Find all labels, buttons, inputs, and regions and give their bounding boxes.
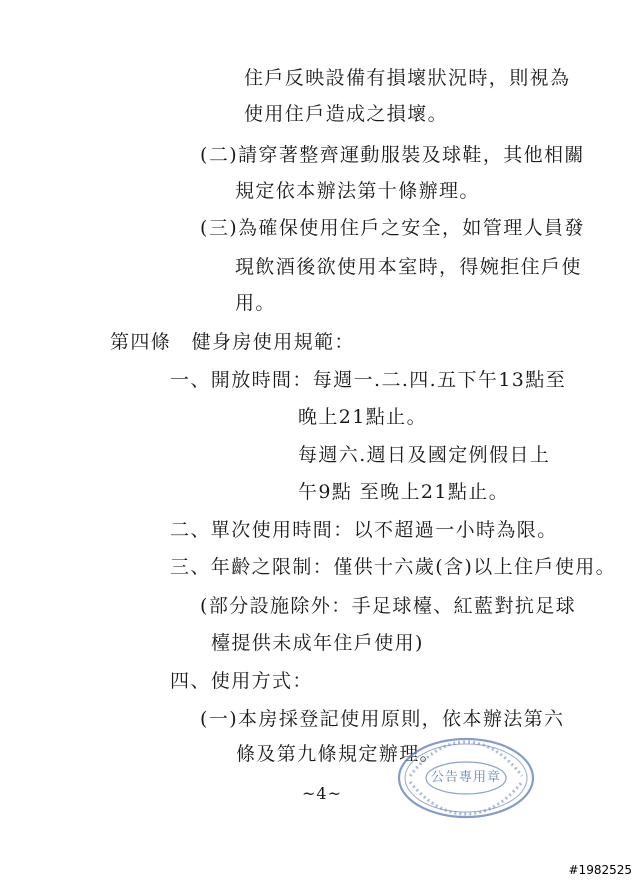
text-line-1: 住戶反映設備有損壞狀況時，則視為	[244, 67, 571, 89]
text-line-7: 用。	[235, 292, 276, 314]
text-line-12: 午9點 至晚上21點止。	[298, 481, 510, 503]
text-line-18: (一)本房採登記使用原則，依本辦法第六	[200, 708, 565, 730]
text-line-9: 一、開放時間：每週一.二.四.五下午13點至	[170, 369, 567, 391]
text-line-4: 規定依本辦法第十條辦理。	[235, 180, 480, 202]
text-line-16: 檯提供未成年住戶使用)	[211, 632, 424, 654]
text-line-14: 三、年齡之限制：僅供十六歲(含)以上住戶使用。	[170, 556, 617, 578]
text-line-10: 晚上21點止。	[298, 406, 427, 428]
page-number: ~4~	[302, 784, 342, 803]
document-id: #1982525	[568, 863, 632, 877]
text-line-2: 使用住戶造成之損壞。	[244, 103, 449, 125]
text-line-17: 四、使用方式：	[170, 670, 313, 692]
text-line-13: 二、單次使用時間：以不超過一小時為限。	[170, 519, 558, 541]
article-heading: 第四條 健身房使用規範：	[110, 331, 355, 353]
text-line-15: (部分設施除外：手足球檯、紅藍對抗足球	[200, 595, 577, 617]
text-line-5: (三)為確保使用住戶之安全，如管理人員發	[200, 217, 585, 239]
seal-center-text: 公告專用章	[430, 770, 501, 785]
text-line-3: (二)請穿著整齊運動服裝及球鞋，其他相關	[200, 144, 585, 166]
text-line-19: 條及第九條規定辦理。	[236, 743, 441, 765]
text-line-6: 現飲酒後欲使用本室時，得婉拒住戶使	[235, 256, 582, 278]
text-line-11: 每週六.週日及國定例假日上	[298, 444, 551, 466]
official-seal	[396, 736, 536, 820]
